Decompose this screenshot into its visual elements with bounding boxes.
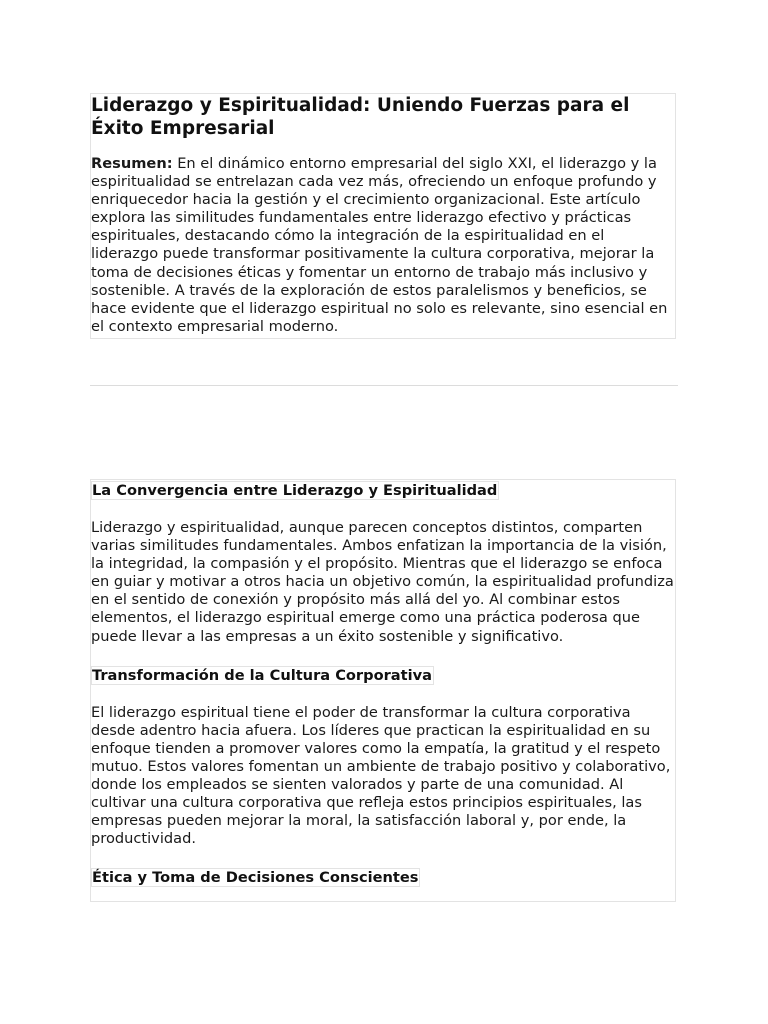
section-heading-cultura bbox=[91, 665, 675, 685]
section-heading-label: Ética y Toma de Decisiones Conscientes bbox=[92, 869, 419, 887]
abstract-label: Resumen: bbox=[91, 155, 173, 172]
section-heading-etica bbox=[91, 867, 675, 887]
section-heading-label: Transformación de la Cultura Corporativa bbox=[92, 666, 432, 684]
section-divider bbox=[90, 385, 678, 386]
section-paragraph-cultura: El liderazgo espiritual tiene el poder de transformar la cultura corporativa desde adentro hacia afuera. Los líderes que practican la espiritualidad en su enfoque tienden a promover valores como la empatía, la gratitud y el respeto mutuo. Estos valores fomentan un ambiente de trabajo positivo y colaborativo, donde los empleados se sienten valorados y parte de una comunidad. Al cultivar una cultura corporativa que refleja estos principios espirituales, las empresas pueden mejorar la moral, la satisfacción laboral y, por ende, la productividad. bbox=[91, 703, 671, 848]
section-paragraph-convergencia: Liderazgo y espiritualidad, aunque parecen conceptos distintos, comparten varias similitudes fundamentales. Ambos enfatizan la importancia de la visión, la integridad, la compasión y el propósito. Mientras que el liderazgo se enfoca en guiar y motivar a otros hacia un objetivo común, la espiritualidad profundiza en el sentido de conexión y propósito más allá del yo. Al combinar estos elementos, el liderazgo espiritual emerge como una práctica poderosa que puede llevar a las empresas a un éxito sostenible y significativo. bbox=[91, 519, 674, 645]
abstract-text: En el dinámico entorno empresarial del siglo XXI, el liderazgo y la espiritualidad se entrelazan cada vez más, ofreciendo un enfoque profundo y enriquecedor hacia la gestión y el crecimiento organizacional. Este artículo explora las similitudes fundamentales entre liderazgo efectivo y prácticas espirituales, destacando cómo la integración de la espiritualidad en el liderazgo puede transformar positivamente la cultura corporativa, mejorar la toma de decisiones éticas y fomentar un entorno de trabajo más inclusivo y sostenible. A través de la exploración de estos paralelismos y beneficios, se hace evidente que el liderazgo espiritual no solo es relevante, sino esencial en el contexto empresarial moderno. bbox=[91, 155, 668, 335]
abstract-paragraph bbox=[91, 155, 675, 336]
article-title: Liderazgo y Espiritualidad: Uniendo Fuerzas para el Éxito Empresarial bbox=[91, 95, 630, 139]
section-heading-label: La Convergencia entre Liderazgo y Espiritualidad bbox=[92, 482, 498, 499]
abstract-block bbox=[90, 93, 676, 339]
article-body bbox=[90, 479, 676, 902]
section-heading-convergencia bbox=[91, 480, 675, 500]
